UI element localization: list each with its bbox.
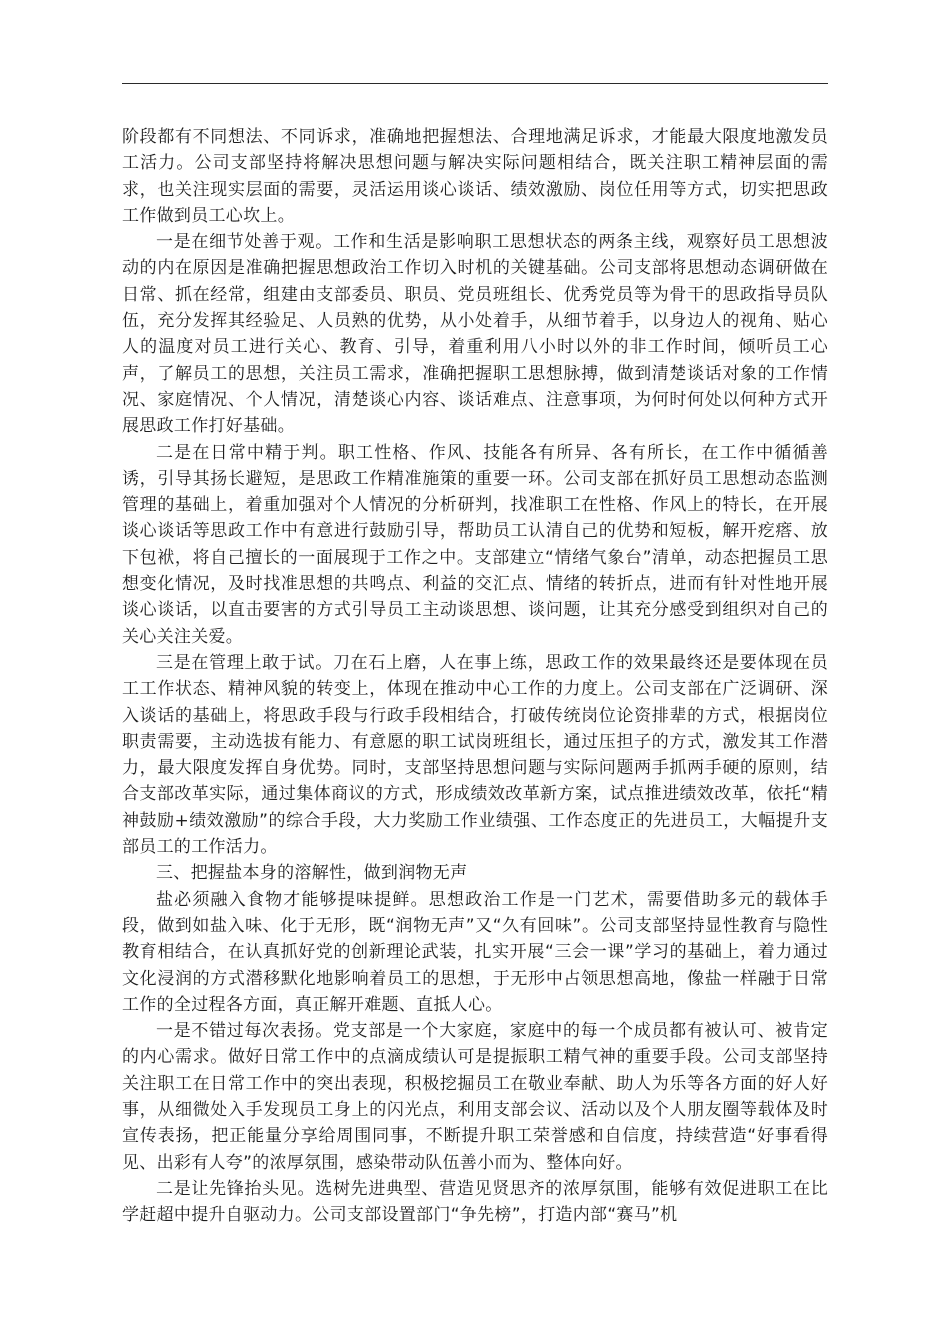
paragraph-7: 二是让先锋抬头见。选树先进典型、营造见贤思齐的浓厚氛围，能够有效促进职工在比学赶超中提升自驱动力。公司支部设置部门“争先榜”，打造内部“赛马”机 [122, 1178, 828, 1226]
paragraph-5: 盐必须融入食物才能够提味提鲜。思想政治工作是一门艺术，需要借助多元的载体手段，做到如盐入味、化于无形，既“润物无声”又“久有回味”。公司支部坚持显性教育与隐性教育相结合，在认真抓好党的创新理论武装，扎实开展“三会一课”学习的基础上，着力通过文化浸润的方式潜移默化地影响着员工的思想，于无形中占领思想高地，像盐一样融于日常工作的全过程各方面，真正解开难题、直抵人心。 [122, 889, 828, 1015]
paragraph-2: 一是在细节处善于观。工作和生活是影响职工思想状态的两条主线，观察好员工思想波动的内在原因是准确把握思想政治工作切入时机的关键基础。公司支部将思想动态调研做在日常、抓在经常，组建由支部委员、职员、党员班组长、优秀党员等为骨干的思政指导员队伍，充分发挥其经验足、人员熟的优势，从小处着手，从细节着手，以身边人的视角、贴心人的温度对员工进行关心、教育、引导，着重利用八小时以外的非工作时间，倾听员工心声，了解员工的思想，关注员工需求，准确把握职工思想脉搏，做到清楚谈话对象的工作情况、家庭情况、个人情况，清楚谈心内容、谈话难点、注意事项，为何时何处以何种方式开展思政工作打好基础。 [122, 232, 828, 437]
section-heading: 三、把握盐本身的溶解性，做到润物无声 [156, 863, 468, 884]
paragraph-6: 一是不错过每次表扬。党支部是一个大家庭，家庭中的每一个成员都有被认可、被肯定的内心需求。做好日常工作中的点滴成绩认可是提振职工精气神的重要手段。公司支部坚持关注职工在日常工作中的突出表现，积极挖掘员工在敬业奉献、助人为乐等各方面的好人好事，从细微处入手发现员工身上的闪光点，利用支部会议、活动以及个人朋友圈等载体及时宣传表扬，把正能量分享给周围同事，不断提升职工荣誉感和自信度，持续营造“好事看得见、出彩有人夸”的浓厚氛围，感染带动队伍善小而为、整体向好。 [122, 1021, 828, 1173]
paragraph-1: 阶段都有不同想法、不同诉求，准确地把握想法、合理地满足诉求，才能最大限度地激发员工活力。公司支部坚持将解决思想问题与解决实际问题相结合，既关注职工精神层面的需求，也关注现实层面的需要，灵活运用谈心谈话、绩效激励、岗位任用等方式，切实把思政工作做到员工心坎上。 [122, 127, 828, 226]
header-rule [122, 83, 828, 84]
paragraph-4: 三是在管理上敢于试。刀在石上磨，人在事上练，思政工作的效果最终还是要体现在员工工作状态、精神风貌的转变上，体现在推动中心工作的力度上。公司支部在广泛调研、深入谈话的基础上，将思政手段与行政手段相结合，打破传统岗位论资排辈的方式，根据岗位职责需要，主动选拔有能力、有意愿的职工试岗班组长，通过压担子的方式，激发其工作潜力，最大限度发挥自身优势。同时，支部坚持思想问题与实际问题两手抓两手硬的原则，结合支部改革实际，通过集体商议的方式，形成绩效改革新方案，试点推进绩效改革，依托“精神鼓励+绩效激励”的综合手段，大力奖励工作业绩强、工作态度正的先进员工，大幅提升支部员工的工作活力。 [122, 652, 828, 858]
paragraph-3: 二是在日常中精于判。职工性格、作风、技能各有所异、各有所长，在工作中循循善诱，引导其扬长避短，是思政工作精准施策的重要一环。公司支部在抓好员工思想动态监测管理的基础上，着重加强对个人情况的分析研判，找准职工在性格、作风上的特长，在开展谈心谈话等思政工作中有意进行鼓励引导，帮助员工认清自己的优势和短板，解开疙瘩、放下包袱，将自己擅长的一面展现于工作之中。支部建立“情绪气象台”清单，动态把握员工思想变化情况，及时找准思想的共鸣点、利益的交汇点、情绪的转折点，进而有针对性地开展谈心谈话，以直击要害的方式引导员工主动谈思想、谈问题，让其充分感受到组织对自己的关心关注关爱。 [122, 442, 828, 647]
document-body [122, 124, 828, 1228]
